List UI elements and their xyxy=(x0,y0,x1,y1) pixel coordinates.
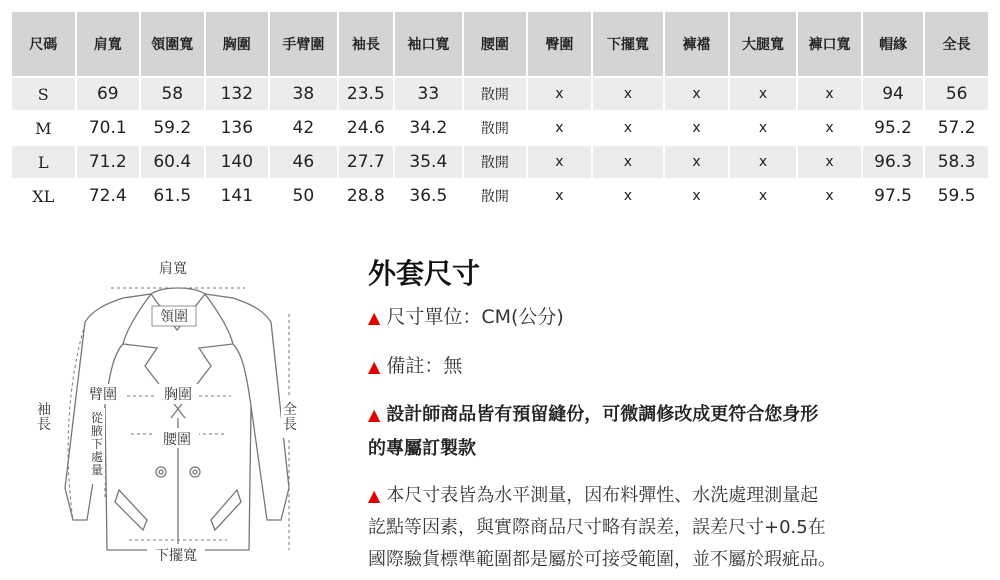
table-cell: 96.3 xyxy=(863,146,924,178)
triangle-icon: ▲ xyxy=(368,486,381,505)
triangle-icon: ▲ xyxy=(368,308,381,327)
table-cell: 56 xyxy=(925,78,988,110)
collar-line xyxy=(151,288,205,294)
column-header: 袖口寬 xyxy=(395,12,462,76)
table-cell: x xyxy=(593,146,664,178)
table-cell: 97.5 xyxy=(863,180,924,212)
table-cell: 58 xyxy=(141,78,204,110)
triangle-icon: ▲ xyxy=(368,357,381,376)
table-cell: x xyxy=(798,180,861,212)
column-header: 帽緣 xyxy=(863,12,924,76)
column-header: 臀圍 xyxy=(528,12,591,76)
button-icon xyxy=(156,467,166,477)
notes-title: 外套尺寸 xyxy=(368,257,481,290)
column-header: 肩寬 xyxy=(77,12,140,76)
table-cell: x xyxy=(665,180,728,212)
table-cell: 95.2 xyxy=(863,112,924,144)
size-table xyxy=(10,10,990,214)
column-header: 袖長 xyxy=(339,12,393,76)
column-header: 褲襠 xyxy=(665,12,728,76)
table-cell: x xyxy=(665,146,728,178)
table-cell: 59.5 xyxy=(925,180,988,212)
sleeve-seam-right xyxy=(233,344,251,406)
table-cell: x xyxy=(798,146,861,178)
table-cell: x xyxy=(798,78,861,110)
table-cell: 23.5 xyxy=(339,78,393,110)
measurement-note-line3: 國際驗貨標準範圍都是屬於可接受範圍，並不屬於瑕疵品。 xyxy=(368,549,836,570)
triangle-icon: ▲ xyxy=(368,405,381,424)
column-header: 大腿寬 xyxy=(730,12,797,76)
table-cell: x xyxy=(528,112,591,144)
table-cell: 71.2 xyxy=(77,146,140,178)
table-cell: x xyxy=(593,112,664,144)
table-cell: 132 xyxy=(206,78,269,110)
size-cell: M xyxy=(12,112,75,144)
column-header: 胸圍 xyxy=(206,12,269,76)
table-cell: x xyxy=(528,78,591,110)
designer-note-line2: 的專屬訂製款 xyxy=(368,438,476,459)
table-row xyxy=(12,146,988,178)
column-header: 尺碼 xyxy=(12,12,75,76)
size-cell: XL xyxy=(12,180,75,212)
hem-label: 下擺寬 xyxy=(155,548,197,564)
designer-note-line1: 設計師商品皆有預留縫份，可微調修改成更符合您身形 xyxy=(386,404,819,425)
pocket-right xyxy=(211,490,241,530)
table-cell: x xyxy=(730,146,797,178)
table-body xyxy=(12,78,988,212)
table-cell: 140 xyxy=(206,146,269,178)
table-cell: 28.8 xyxy=(339,180,393,212)
table-cell: x xyxy=(593,180,664,212)
table-cell: 24.6 xyxy=(339,112,393,144)
table-cell: x xyxy=(528,180,591,212)
table-cell: 散開 xyxy=(464,180,527,212)
table-cell: 33 xyxy=(395,78,462,110)
column-header: 褲口寬 xyxy=(798,12,861,76)
table-cell: 141 xyxy=(206,180,269,212)
table-cell: 70.1 xyxy=(77,112,140,144)
table-cell: 散開 xyxy=(464,112,527,144)
table-cell: 36.5 xyxy=(395,180,462,212)
table-cell: 46 xyxy=(270,146,337,178)
table-cell: x xyxy=(593,78,664,110)
size-cell: L xyxy=(12,146,75,178)
column-header: 手臂圍 xyxy=(270,12,337,76)
table-cell: 38 xyxy=(270,78,337,110)
table-row xyxy=(12,78,988,110)
table-cell: 57.2 xyxy=(925,112,988,144)
remark-note xyxy=(368,349,988,384)
table-cell: 59.2 xyxy=(141,112,204,144)
shoulder-label: 肩寬 xyxy=(159,261,187,277)
table-cell: 27.7 xyxy=(339,146,393,178)
column-header: 全長 xyxy=(925,12,988,76)
measurement-note-line2: 訖點等因素，與實際商品尺寸略有誤差，誤差尺寸+0.5在 xyxy=(368,517,826,538)
table-cell: x xyxy=(528,146,591,178)
table-cell: 35.4 xyxy=(395,146,462,178)
table-cell: 136 xyxy=(206,112,269,144)
table-row xyxy=(12,112,988,144)
chest-label: 胸圍 xyxy=(164,387,192,403)
table-cell: x xyxy=(798,112,861,144)
table-cell: 94 xyxy=(863,78,924,110)
underarm-label: 從腋下處量 xyxy=(90,411,104,477)
table-cell: 散開 xyxy=(464,146,527,178)
table-cell: 60.4 xyxy=(141,146,204,178)
arm-label: 臂圍 xyxy=(89,387,117,403)
collar-label: 領圍 xyxy=(160,309,188,325)
table-cell: 散開 xyxy=(464,78,527,110)
table-cell: x xyxy=(730,180,797,212)
table-cell: 72.4 xyxy=(77,180,140,212)
unit-note xyxy=(368,300,988,335)
table-cell: x xyxy=(665,112,728,144)
table-cell: x xyxy=(730,78,797,110)
table-cell: 61.5 xyxy=(141,180,204,212)
table-cell: 69 xyxy=(77,78,140,110)
column-header: 腰圍 xyxy=(464,12,527,76)
column-header: 領圍寬 xyxy=(141,12,204,76)
table-cell: 34.2 xyxy=(395,112,462,144)
table-cell: 58.3 xyxy=(925,146,988,178)
size-notes xyxy=(368,252,988,576)
table-row xyxy=(12,180,988,212)
column-header: 下擺寬 xyxy=(593,12,664,76)
header-row xyxy=(12,12,988,76)
designer-note xyxy=(368,398,988,432)
button-icon xyxy=(190,467,200,477)
unit-text: 尺寸單位：CM(公分) xyxy=(386,306,564,328)
sleeve-label: 袖長 xyxy=(37,402,51,433)
remark-text: 備註：無 xyxy=(386,355,463,377)
table-cell: x xyxy=(730,112,797,144)
pocket-left xyxy=(115,490,147,530)
size-cell: S xyxy=(12,78,75,110)
sleeve-measure-line xyxy=(68,324,85,520)
table-cell: 50 xyxy=(270,180,337,212)
waist-label: 腰圍 xyxy=(163,432,191,448)
jacket-diagram xyxy=(35,258,325,568)
table-cell: 42 xyxy=(270,112,337,144)
measurement-note-line1: 本尺寸表皆為水平測量，因布料彈性、水洗處理測量起 xyxy=(386,485,819,506)
length-label: 全長 xyxy=(283,402,297,433)
table-cell: x xyxy=(665,78,728,110)
measurement-note xyxy=(368,480,988,512)
